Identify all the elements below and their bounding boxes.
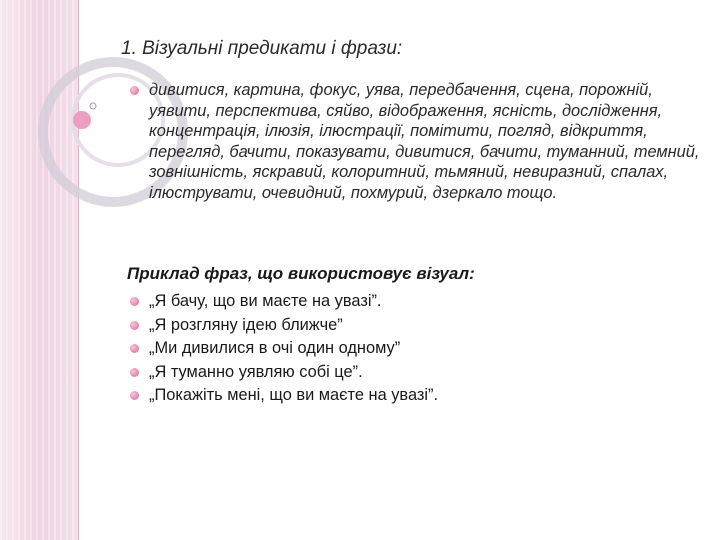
bullet-dot-icon — [130, 321, 139, 330]
example-item — [130, 362, 438, 386]
pink-dot — [73, 111, 91, 129]
bullet-dot-icon — [130, 86, 139, 95]
bullet-dot-icon — [130, 344, 139, 353]
examples-heading: Приклад фраз, що використовує візуал: — [127, 264, 475, 283]
bullet-dot-icon — [130, 391, 139, 400]
example-text: „Покажіть мені, що ви маєте на увазі”. — [149, 386, 439, 404]
small-ring-dot — [90, 103, 96, 109]
example-text: „Ми дивилися в очі один одному” — [149, 339, 401, 357]
example-text: „Я туманно уявляю собі це”. — [149, 362, 363, 381]
example-item — [130, 338, 438, 362]
predicates-list-item — [130, 80, 705, 204]
examples-list — [130, 291, 438, 409]
predicates-text: дивитися, картина, фокус, уява, передбачення, сцена, порожній, уявити, перспектива, сяйво, відображення, ясність, дослідження, концентрація, ілюзія, ілюстрації, помітити, погляд, відкриття, перегляд, бачити, показувати, дивитися, бачити, туманний, темний, зовнішність, яскравий, колоритний, тьмяний, невиразний, спалах, ілюструвати, очевидний, похмурий, дзеркало тощо. — [149, 81, 700, 202]
slide-title: 1. Візуальні предикати і фрази: — [121, 38, 403, 59]
example-text: „Я бачу, що ви маєте на увазі”. — [149, 292, 382, 310]
example-text: „Я розгляну ідею ближче” — [149, 315, 343, 334]
example-item — [130, 385, 438, 409]
example-item — [130, 291, 438, 315]
example-item — [130, 315, 438, 339]
bullet-dot-icon — [130, 368, 139, 377]
bullet-dot-icon — [130, 297, 139, 306]
